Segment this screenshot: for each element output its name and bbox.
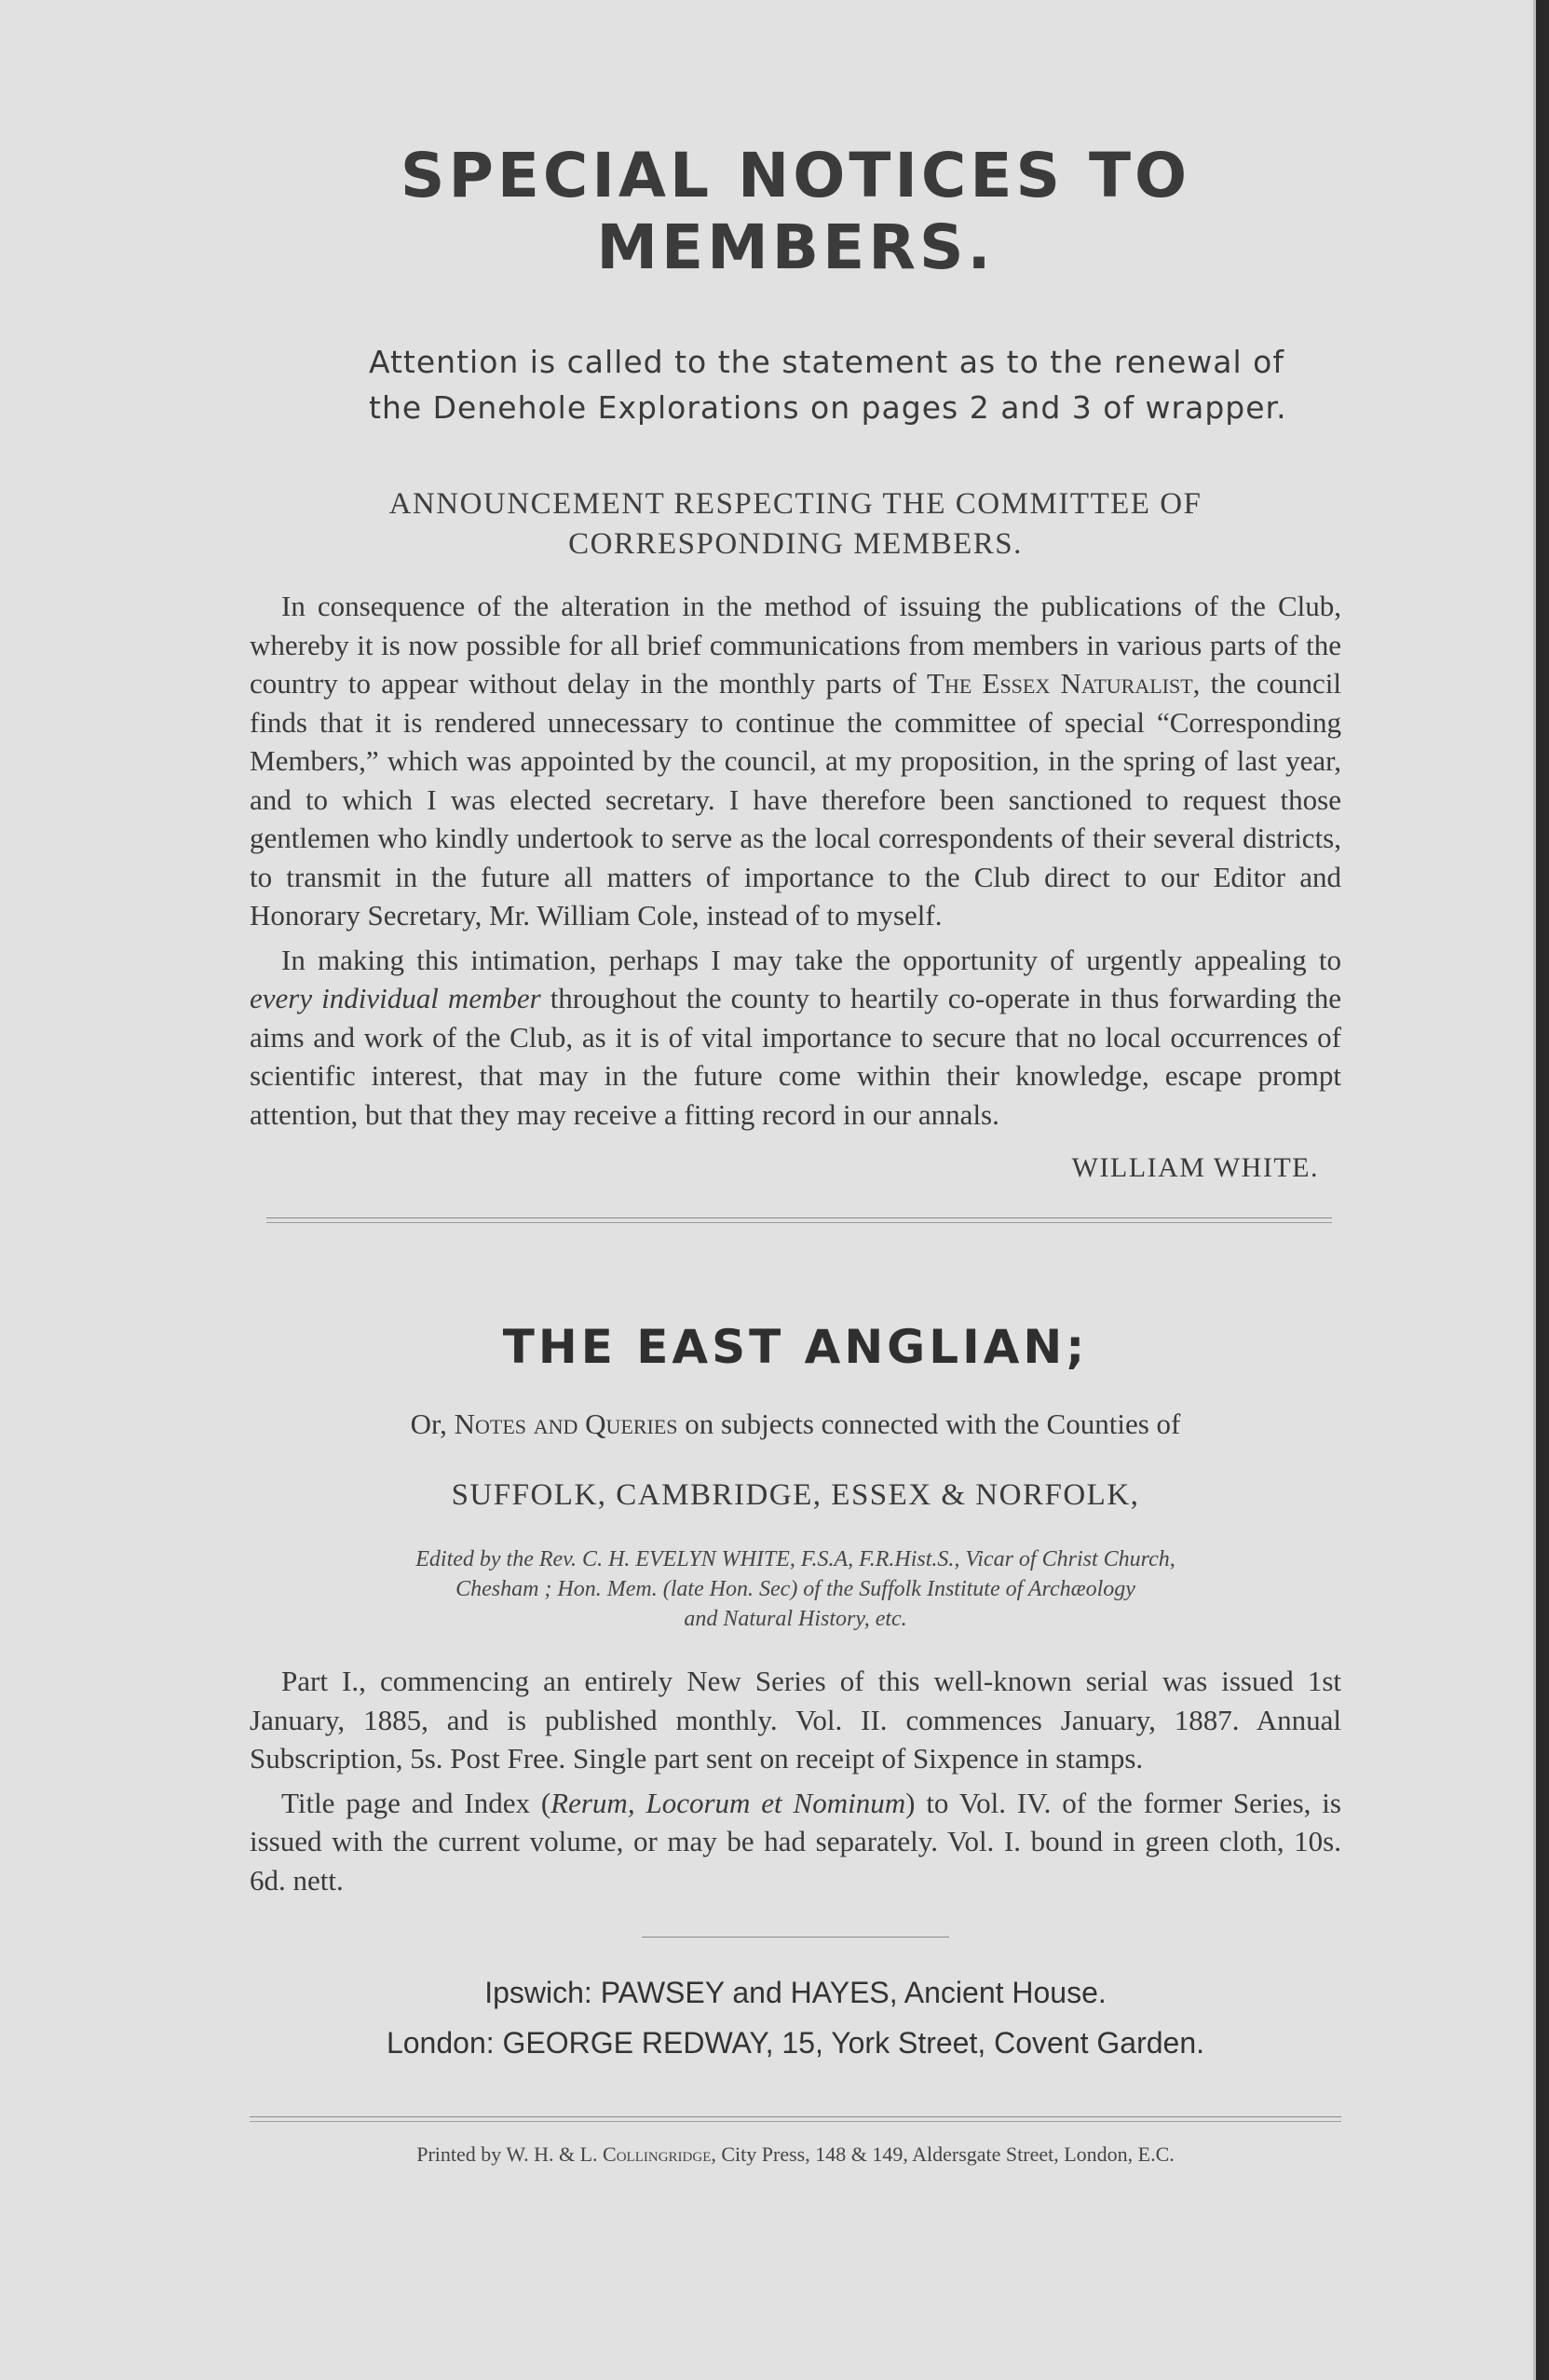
announcement-p1-text-b: , the council finds that it is rendered unnecessary to continue the committee of special “Corresponding Members,” which was appointed by the council, at my proposition, in the spring of last year, and to which I was elected secretary. I have therefore been sanctioned to request those gentlemen who kindly undertook to serve as the local correspondents of their several districts, to transmit in the future all matters of importance to the Club direct to our Editor and Honorary Secretary, Mr. William Cole, instead of to myself. [250,667,1341,932]
subtitle-prefix: Or, [410,1408,455,1440]
editor-credit-line3: and Natural History, etc. [684,1607,907,1631]
subtitle-suffix: on subjects connected with the Counties of [677,1408,1181,1440]
announcement-heading [250,484,1341,564]
east-anglian-paragraph-1: Part I., commencing an entirely New Series of this well-known serial was issued 1st January, 1885, and is published monthly. Vol. II. commences January, 1887. Annual Subscription, 5s. Post Free. Single part sent on receipt of Sixpence in stamps. [250,1665,1341,1775]
announcement-p1-text-a: In consequence of the alteration in the method of issuing the publications of the Club, whereby it is now possible for all brief communications from members in various parts of the country to appear without delay in the monthly parts of [250,590,1341,700]
counties-line: SUFFOLK, CAMBRIDGE, ESSEX & NORFOLK, [451,1478,1140,1512]
publisher-info [250,1967,1341,2068]
editor-credit-line1: Edited by the Rev. C. H. EVELYN WHITE, F.S.A, F.R.Hist.S., Vicar of Christ Church, [415,1547,1175,1571]
footer-divider [250,2116,1341,2122]
page-edge [1536,0,1549,2380]
announcement-heading-line1: ANNOUNCEMENT RESPECTING THE COMMITTEE OF [388,487,1203,521]
imprint-address: , City Press, 148 & 149, Aldersgate Street, London, E.C. [711,2142,1175,2166]
signature: WILLIAM WHITE. [1071,1152,1319,1183]
imprint-printer-name: Collingridge [603,2142,712,2166]
printer-imprint [250,2142,1341,2167]
east-anglian-subtitle [250,1408,1341,1441]
ea-p2-text-b: ) to Vol. IV. of the former Series, is issued with the current volume, or may be had separately. Vol. I. bound in green cloth, 10s. 6d. nett. [250,1786,1341,1897]
subtitle-notes-queries: Notes and Queries [454,1408,678,1440]
announcement-paragraph-2 [250,941,1341,1135]
announcement-p2-text-a: In making this intimation, perhaps I may take the opportunity of urgently appealing to [281,943,1341,976]
announcement-p2-text-b: throughout the county to heartily co-operate in thus forwarding the aims and work of the Club, as it is of vital importance to secure that no local occurrences of scientific interest, that may in the future come within their knowledge, escape prompt attention, but that they may receive a fitting record in our annals. [250,982,1341,1131]
section-divider [266,1217,1332,1223]
publisher-london: London: GEORGE REDWAY, 15, York Street, Covent Garden. [386,2026,1205,2060]
emphasis-index-title: Rerum, Locorum et Nominum [550,1786,906,1819]
editor-credit-line2: Chesham ; Hon. Mem. (late Hon. Sec) of the Suffolk Institute of Archæology [455,1577,1135,1601]
page-title: SPECIAL NOTICES TO MEMBERS. [400,140,1191,283]
journal-name: The Essex Naturalist [927,667,1193,700]
announcement-heading-line2: CORRESPONDING MEMBERS. [568,527,1023,561]
announcement-paragraph-1 [250,587,1341,935]
short-divider [642,1937,949,1938]
attention-notice: Attention is called to the statement as to the renewal of the Denehole Explorations on pages 2 and 3 of wrapper. [369,344,1287,426]
ea-p2-text-a: Title page and Index ( [281,1786,551,1819]
east-anglian-title: THE EAST ANGLIAN; [502,1320,1089,1374]
east-anglian-paragraph-2 [250,1784,1341,1900]
emphasis-every-member: every individual member [250,982,541,1014]
editor-credit [250,1544,1341,1634]
publisher-ipswich: Ipswich: PAWSEY and HAYES, Ancient House. [484,1976,1107,2009]
imprint-prefix: Printed by W. H. & L. [416,2142,604,2166]
page-content [250,140,1341,2167]
